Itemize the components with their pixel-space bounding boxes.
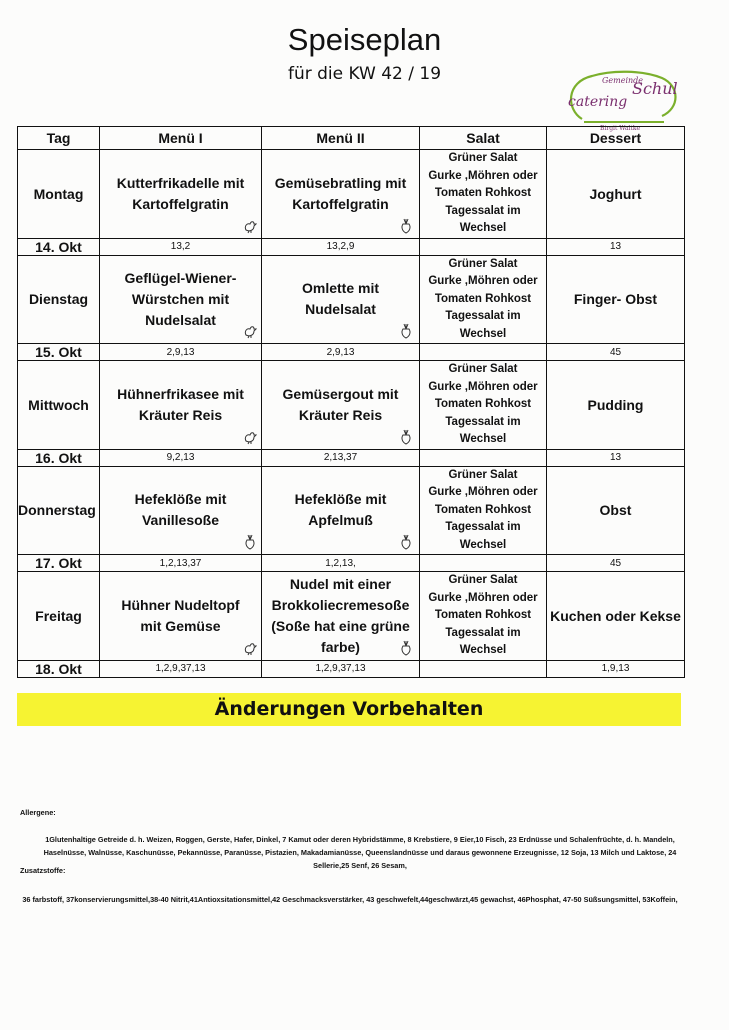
text-line: Hühnerfrikasee mit: [117, 385, 244, 402]
dessert-codes: 13: [547, 449, 685, 466]
vegetable-icon: [243, 534, 257, 550]
text-line: Würstchen mit: [131, 290, 230, 307]
text-line: Kräuter Reis: [138, 406, 223, 423]
text-line: Gemüsebratling mit: [274, 174, 407, 191]
chicken-icon: [243, 218, 257, 234]
dessert-codes: 13: [547, 238, 685, 255]
table-row: [18, 255, 685, 344]
text-line: Wechsel: [459, 644, 507, 656]
dessert-codes: 1,9,13: [547, 660, 685, 677]
salad-options: [420, 255, 547, 344]
salad-codes: [420, 238, 547, 255]
dessert-item: Pudding: [547, 361, 685, 450]
allergen-codes-row: [18, 238, 685, 255]
text-line: Gurke ,Möhren oder: [428, 591, 538, 604]
week-subtitle: für die KW 42 / 19: [287, 64, 442, 84]
text-line: (Soße hat eine grüne: [271, 617, 410, 634]
day-name: Montag: [18, 150, 100, 239]
text-line: Grüner Salat: [448, 363, 518, 375]
text-line: Grüner Salat: [448, 468, 518, 481]
text-line: Gurke ,Möhren oder: [428, 380, 538, 393]
text-line: Wechsel: [459, 327, 507, 340]
catering-logo: [562, 64, 684, 132]
menu2-codes: 1,2,13,: [262, 555, 420, 572]
text-line: Omlette mit: [301, 280, 379, 297]
day-name: Donnerstag: [18, 466, 100, 555]
text-line: Hühner Nudeltopf: [121, 596, 240, 613]
additives-text: 36 farbstoff, 37konservierungsmittel,38-40 Nitrit,41Antioxsitationsmittel,42 Geschmacksverstärker, 43 geschwefelt,44geschwärzt,45 gewachst, 46Phosphat, 47-50 Süßsungsmittel, 53Koffein,: [22, 895, 678, 904]
table-row: [18, 572, 685, 661]
svg-text:Birgit Waltke: Birgit Waltke: [600, 125, 641, 132]
menu2-dish: [262, 150, 420, 239]
menu2-codes: 2,9,13: [262, 344, 420, 361]
dessert-item: Kuchen oder Kekse: [547, 572, 685, 661]
text-line: Wechsel: [459, 433, 507, 445]
text-line: Kartoffelgratin: [292, 195, 389, 212]
text-line: Gurke ,Möhren oder: [428, 486, 538, 498]
menu2-dish: [262, 361, 420, 450]
menu1-codes: 1,2,9,37,13: [100, 660, 262, 677]
allergen-text: 1Glutenhaltige Getreide d. h. Weizen, Roggen, Gerste, Hafer, Dinkel, 7 Kamut oder deren Hybridstämme, 8 Krebstiere, 9 Eier,10 Fisch, 23 Erdnüsse und Schalenfrüchte, d. h. Mandeln, Haselnüsse, Walnüsse, Kaschunüsse, Pekannüsse, Paranüsse, Pistazien, Makadamianüsse, Queenslandnüsse und daraus gewonnene Erzeugnisse, 12 Soja, 13 Milch und Laktose, 24 Sellerie,25 Senf, 26 Sesam,: [43, 835, 677, 870]
text-line: Tagessalat im: [445, 626, 521, 639]
text-line: Tomaten Rohkost: [434, 187, 532, 199]
menu1-codes: 13,2: [100, 238, 262, 255]
allergen-codes-row: [18, 449, 685, 466]
menu1-codes: 1,2,13,37: [100, 555, 262, 572]
text-line: Gurke ,Möhren oder: [428, 275, 538, 287]
svg-text:catering: catering: [568, 94, 628, 110]
day-date: 15. Okt: [18, 344, 100, 361]
chicken-icon: [243, 640, 257, 656]
text-line: Tagessalat im: [445, 310, 521, 322]
text-line: Kartoffelgratin: [132, 195, 229, 212]
salad-codes: [420, 660, 547, 677]
menu2-dish: [262, 255, 420, 344]
text-line: Tomaten Rohkost: [434, 292, 532, 305]
day-date: 18. Okt: [18, 660, 100, 677]
dessert-codes: 45: [547, 344, 685, 361]
menu1-dish: [100, 150, 262, 239]
column-header-salad: Salat: [420, 127, 547, 150]
allergen-label: Allergene:: [20, 808, 56, 817]
column-header-dessert: Dessert: [547, 127, 685, 150]
text-line: Kutterfrikadelle mit: [116, 174, 245, 191]
text-line: Tagessalat im: [445, 521, 521, 533]
salad-options: [420, 150, 547, 239]
table-row: [18, 150, 685, 239]
dessert-item: Obst: [547, 466, 685, 555]
menu2-codes: 13,2,9: [262, 238, 420, 255]
menu-table: [17, 126, 685, 678]
chicken-icon: [243, 323, 257, 339]
text-line: Tomaten Rohkost: [434, 609, 532, 621]
day-name: Mittwoch: [18, 361, 100, 450]
menu1-dish: [100, 361, 262, 450]
vegetable-icon: [399, 640, 413, 656]
day-date: 17. Okt: [18, 555, 100, 572]
text-line: Geflügel-Wiener-: [124, 269, 237, 286]
menu2-dish: [262, 572, 420, 661]
table-row: [18, 361, 685, 450]
allergen-codes-row: [18, 660, 685, 677]
changes-reserved-banner: Änderungen Vorbehalten: [17, 693, 681, 726]
page-title: Speiseplan: [287, 22, 442, 57]
text-line: Grüner Salat: [448, 257, 518, 270]
additives-label: Zusatzstoffe:: [20, 866, 66, 875]
menu1-codes: 2,9,13: [100, 344, 262, 361]
menu1-dish: [100, 572, 262, 661]
menu2-codes: 2,13,37: [262, 449, 420, 466]
text-line: Grüner Salat: [448, 152, 518, 164]
vegetable-icon: [399, 218, 413, 234]
text-line: Tagessalat im: [445, 204, 521, 217]
menu1-dish: [100, 466, 262, 555]
vegetable-icon: [399, 323, 413, 339]
dessert-item: Finger- Obst: [547, 255, 685, 344]
text-line: Tomaten Rohkost: [434, 503, 532, 516]
text-line: Wechsel: [459, 538, 507, 551]
svg-text:Gemeinde: Gemeinde: [602, 76, 644, 85]
text-line: mit Gemüse: [140, 617, 221, 634]
text-line: Nudelsalat: [145, 311, 216, 328]
svg-text:Schul: Schul: [632, 79, 678, 98]
salad-options: [420, 572, 547, 661]
salad-options: [420, 361, 547, 450]
text-line: Gurke ,Möhren oder: [428, 169, 538, 182]
text-line: Nudelsalat: [305, 301, 376, 318]
salad-codes: [420, 449, 547, 466]
text-line: Tagessalat im: [445, 415, 521, 428]
vegetable-icon: [399, 429, 413, 445]
text-line: Apfelmuß: [308, 512, 373, 529]
day-date: 14. Okt: [18, 238, 100, 255]
day-name: Dienstag: [18, 255, 100, 344]
vegetable-icon: [399, 534, 413, 550]
dessert-item: Joghurt: [547, 150, 685, 239]
table-header-row: [18, 127, 685, 150]
text-line: Grüner Salat: [448, 574, 518, 586]
salad-codes: [420, 555, 547, 572]
menu2-codes: 1,2,9,37,13: [262, 660, 420, 677]
text-line: Kräuter Reis: [298, 406, 383, 423]
text-line: farbe): [321, 638, 360, 655]
text-line: Nudel mit einer: [289, 575, 392, 592]
menu2-dish: [262, 466, 420, 555]
menu1-codes: 9,2,13: [100, 449, 262, 466]
text-line: Hefeklöße mit: [294, 491, 387, 508]
text-line: Brokkoliecremesoße: [271, 596, 410, 613]
text-line: Hefeklöße mit: [134, 491, 227, 508]
text-line: Vanillesoße: [141, 512, 220, 529]
text-line: Tomaten Rohkost: [434, 398, 532, 410]
allergen-codes-row: [18, 555, 685, 572]
column-header-day: Tag: [18, 127, 100, 150]
salad-codes: [420, 344, 547, 361]
text-line: Gemüsergout mit: [282, 385, 399, 402]
column-header-menu1: Menü I: [100, 127, 262, 150]
day-date: 16. Okt: [18, 449, 100, 466]
dessert-codes: 45: [547, 555, 685, 572]
table-row: [18, 466, 685, 555]
text-line: Wechsel: [459, 222, 507, 234]
menu1-dish: [100, 255, 262, 344]
chicken-icon: [243, 429, 257, 445]
day-name: Freitag: [18, 572, 100, 661]
salad-options: [420, 466, 547, 555]
allergen-codes-row: [18, 344, 685, 361]
column-header-menu2: Menü II: [262, 127, 420, 150]
